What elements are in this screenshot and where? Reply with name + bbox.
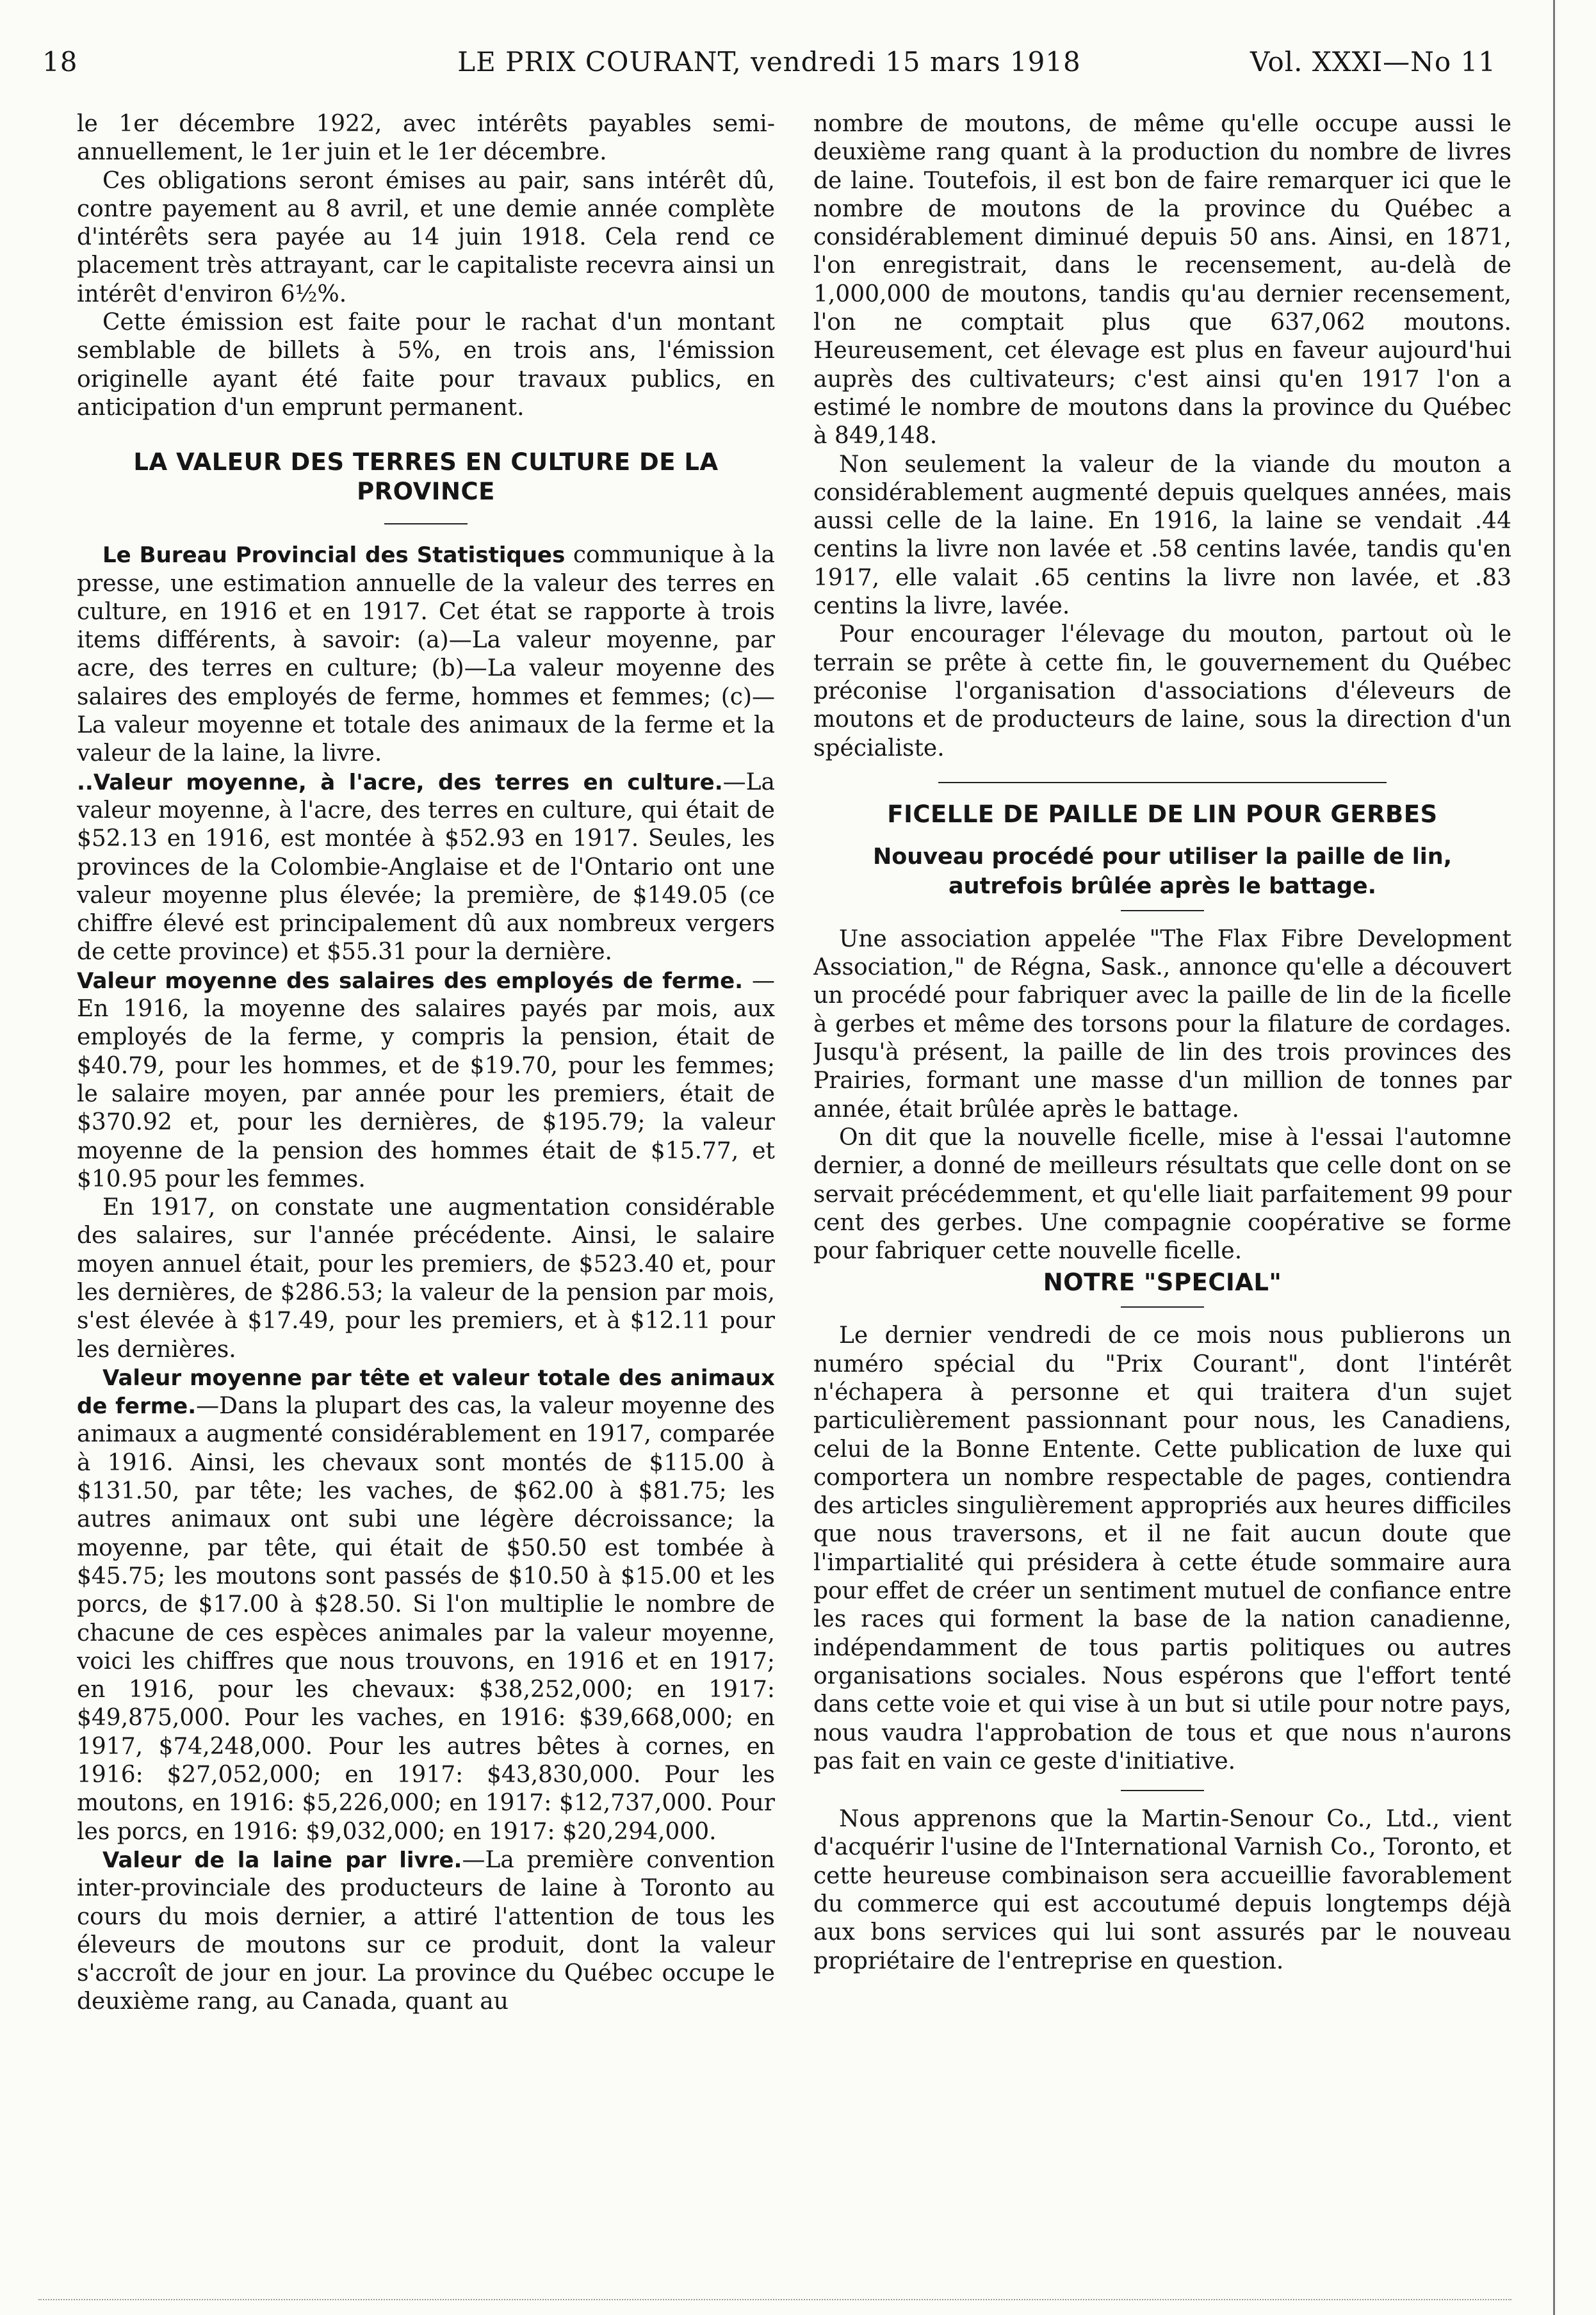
lead-in: Le Bureau Provincial des Statistiques	[102, 542, 566, 569]
paragraph: nombre de moutons, de même qu'elle occupe aussi le deuxième rang quant à la production du nombre de livres de laine. Toutefois, il est bon de faire remarquer ici que le nombre de moutons de la province du Québec a considérablement diminué depuis 50 ans. Ainsi, en 1871, l'on enregistrait, dans le recensement, au-delà de 1,000,000 de moutons, tandis qu'au dernier recensement, l'on ne comptait plus que 637,062 moutons. Heureusement, cet élevage est plus en faveur aujourd'hui auprès des cultivateurs; c'est ainsi qu'en 1917 l'on a estimé le nombre de moutons dans la province du Québec à 849,148.	[813, 111, 1511, 450]
paragraph	[77, 768, 775, 967]
paragraph-text: —La première convention inter-provinciale des producteurs de laine à Toronto au cours du mois dernier, a attiré l'attention de tous les éleveurs de moutons sur ce produit, dont la valeur s'accroît de jour en jour. La province du Québec occupe le deuxième rang, au Canada, quant au	[77, 1846, 775, 2015]
paragraph-text: —Dans la plupart des cas, la valeur moyenne des animaux a augmenté considérablement en 1917, comparée à 1916. Ainsi, les chevaux sont montés de $115.00 à $131.50, par tête; les vaches, de $62.00 à $81.75; les autres animaux ont subi une légère décroissance; la moyenne, par tête, qui était de $50.50 est tombée à $45.75; les moutons sont passés de $10.50 à $15.00 et les porcs, de $17.00 à $28.50. Si l'on multiplie le nombre de chacune de ces espèces animales par la valeur moyenne, voici les chiffres que nous trouvons, en 1916 et en 1917; en 1916, pour les chevaux: $38,252,000; en 1917: $49,875,000. Pour les vaches, en 1916: $39,668,000; en 1917, $74,248,000. Pour les autres bêtes à cornes, en 1916: $27,052,000; en 1917: $43,830,000. Pour les moutons, en 1916: $5,226,000; en 1917: $12,737,000. Pour les porcs, en 1916: $9,032,000; en 1917: $20,294,000.	[77, 1393, 775, 1845]
paragraph-text: — En 1916, la moyenne des salaires payés par mois, aux employés de la ferme, y compris la pension, était de $40.79, pour les hommes, et de $19.70, pour les femmes; le salaire moyen, par année pour les premiers, était de $370.92 et, pour les dernières, de $195.79; la valeur moyenne de la pension des hommes était de $15.77, et $10.95 pour les femmes.	[77, 967, 775, 1192]
paragraph: On dit que la nouvelle ficelle, mise à l'essai l'automne dernier, a donné de meilleurs résultats que celle dont on se servait précédemment, et qu'elle liait parfaitement 99 pour cent des gerbes. Une compagnie coopérative se forme pour fabriquer cette nouvelle ficelle.	[813, 1124, 1511, 1265]
paragraph: Pour encourager l'élevage du mouton, partout où le terrain se prête à cette fin, le gouvernement du Québec préconise l'organisation d'associations d'éleveurs de moutons et de producteurs de laine, sous la direction d'un spécialiste.	[813, 621, 1511, 761]
article-heading: FICELLE DE PAILLE DE LIN POUR GERBES	[887, 800, 1438, 828]
paragraph: Une association appelée "The Flax Fibre Development Association," de Régna, Sask., annonce qu'elle a découvert un procédé pour fabriquer avec la paille de lin de la ficelle à gerbes et même des torsons pour la filature de cordages. Jusqu'à présent, la paille de lin des trois provinces des Prairies, formant une masse d'un million de tonnes par année, était brûlée après le battage.	[813, 925, 1511, 1123]
article-heading: NOTRE "SPECIAL"	[1043, 1269, 1282, 1297]
paragraph	[77, 541, 775, 768]
paragraph: le 1er décembre 1922, avec intérêts payables semi-annuellement, le 1er juin et le 1er décembre.	[77, 111, 775, 166]
publication-title: LE PRIX COURANT, vendredi 15 mars 1918	[457, 46, 1081, 77]
paragraph-text: —La valeur moyenne, à l'acre, des terres en culture, qui était de $52.13 en 1916, est montée à $52.93 en 1917. Seules, les provinces de la Colombie-Anglaise et de l'Ontario ont une valeur moyenne plus élevée; la première, de $149.05 (ce chiffre élevé est principalement dû aux nombreux vergers de cette province) et $55.31 pour la dernière.	[77, 768, 775, 966]
paragraph	[77, 1846, 775, 2017]
lead-in: ..Valeur moyenne, à l'acre, des terres en culture.	[77, 769, 723, 795]
lead-in: Valeur moyenne des salaires des employés de ferme.	[77, 968, 744, 994]
paragraph	[77, 1364, 775, 1846]
paragraph: Le dernier vendredi de ce mois nous publierons un numéro spécial du "Prix Courant", dont l'intérêt n'échapera à personne et qui traitera d'un sujet particulièrement passionnant pour nous, les Canadiens, celui de la Bonne Entente. Cette publication de luxe qui comportera un nombre respectable de pages, contiendra des articles singulièrement appropriés aux heures difficiles que nous traversons, et il ne fait aucun doute que l'impartialité qui présidera à cette étude sommaire aura pour effet de créer un sentiment mutuel de confiance entre les races qui forment la base de la nation canadienne, indépendamment de tous partis politiques ou autres organisations sociales. Nous espérons que l'effort tenté dans cette voie et qui vise à un but si utile pour notre pays, nous vaudra l'approbation de tous et que nous n'aurons pas fait en vain ce geste d'initiative.	[813, 1322, 1511, 1775]
paragraph: Nous apprenons que la Martin-Senour Co., Ltd., vient d'acquérir l'usine de l'International Varnish Co., Toronto, et cette heureuse combinaison sera accueillie favorablement du commerce qui est accoutumé depuis longtemps déjà aux bons services qui lui sont assurés par le nouveau propriétaire de l'entreprise en question.	[813, 1806, 1511, 1974]
paragraph	[77, 967, 775, 1194]
article-subheading: Nouveau procédé pour utiliser la paille de lin, autrefois brûlée après le battage.	[872, 843, 1453, 899]
paragraph-text: communique à la presse, une estimation annuelle de la valeur des terres en culture, en 1916 et en 1917. Cet état se rapporte à trois items différents, à savoir: (a)—La valeur moyenne, par acre, des terres en culture; (b)—La valeur moyenne des salaires des employés de ferme, hommes et femmes; (c)—La valeur moyenne et totale des animaux de la ferme et la valeur de la laine, la livre.	[77, 542, 775, 767]
paragraph: Cette émission est faite pour le rachat d'un montant semblable de billets à 5%, en trois ans, l'émission originelle ayant été faite pour travaux publics, en anticipation d'un emprunt permanent.	[77, 309, 775, 421]
page-edge-line	[1553, 0, 1555, 2315]
paragraph: Non seulement la valeur de la viande du mouton a considérablement augmenté depuis quelques années, mais aussi celle de la laine. En 1916, la laine se vendait .44 centins la livre non lavée et .58 centins lavée, tandis qu'en 1917, elle valait .65 centins la livre non lavée, et .83 centins la livre, lavée.	[813, 451, 1511, 620]
page-number: 18	[42, 46, 78, 77]
lead-in: Valeur de la laine par livre.	[102, 1847, 462, 1873]
volume-number: Vol. XXXI—No 11	[1250, 46, 1496, 77]
paragraph: Ces obligations seront émises au pair, sans intérêt dû, contre payement au 8 avril, et une demie année complète d'intérêts sera payée au 14 juin 1918. Cela rend ce placement très attrayant, car le capitaliste recevra ainsi un intérêt d'environ 6½%.	[77, 167, 775, 307]
lead-in: Valeur moyenne par tête et valeur totale des animaux de ferme.	[77, 1365, 775, 1420]
left-column	[77, 110, 775, 2249]
paragraph: En 1917, on constate une augmentation considérable des salaires, sur l'année précédente. Ainsi, le salaire moyen annuel était, pour les premiers, de $523.40 et, pour les dernières, de $286.53; la valeur de la pension par mois, s'est élevée à $17.49, pour les premiers, et à $12.11 pour les dernières.	[77, 1194, 775, 1363]
right-column	[813, 110, 1511, 2249]
running-header	[42, 46, 1496, 87]
bottom-edge-line	[38, 2299, 1511, 2300]
article-heading: LA VALEUR DES TERRES EN CULTURE DE LA PROVINCE	[133, 448, 719, 506]
